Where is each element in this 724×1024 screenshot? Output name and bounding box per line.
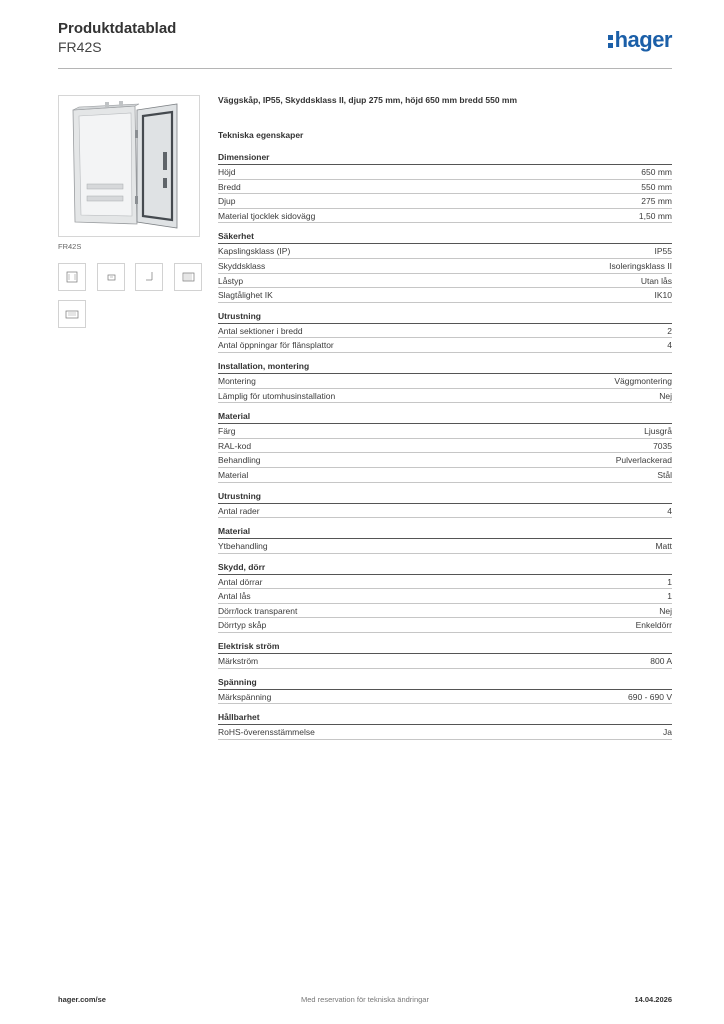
spec-value: 1,50 mm [638,210,672,221]
spec-label: Slagtålighet IK [218,290,273,301]
spec-section [218,310,672,353]
spec-row [218,180,672,195]
spec-value: Enkeldörr [635,620,672,631]
product-code: FR42S [58,39,102,55]
spec-label: Höjd [218,167,236,177]
spec-row [218,274,672,289]
product-description: Väggskåp, IP55, Skyddsklass II, djup 275 mm, höjd 650 mm bredd 550 mm [218,95,518,105]
section-title: Material [218,525,672,539]
section-title: Spänning [218,676,672,690]
spec-label: Bredd [218,181,241,192]
page-header [58,20,672,70]
cabinet-detail-drawing-icon [59,301,85,327]
spec-row [218,259,672,274]
logo-colon-icon [608,33,613,47]
spec-row [218,539,672,554]
spec-row [218,618,672,633]
spec-value: Ljusgrå [644,426,672,437]
spec-label: Låstyp [218,275,244,286]
cabinet-side-drawing-icon [98,264,124,290]
spec-label: Djup [218,196,236,207]
section-title: Säkerhet [218,230,672,244]
spec-row [218,504,672,519]
logo-text: hager [614,27,672,52]
spec-section [218,490,672,519]
spec-label: Skyddsklass [218,260,266,271]
specifications-heading: Tekniska egenskaper [218,130,304,140]
cabinet-rear-drawing-icon [175,264,201,290]
spec-value: Stål [657,469,672,480]
spec-label: Kapslingsklass (IP) [218,246,291,257]
spec-value: IK10 [654,290,672,301]
spec-section [218,360,672,403]
spec-row [218,589,672,604]
spec-label: RAL-kod [218,440,252,451]
section-title: Utrustning [218,310,672,324]
spec-row [218,468,672,483]
section-title: Utrustning [218,490,672,504]
spec-sections [218,151,672,740]
spec-label: Antal lås [218,591,251,602]
spec-row [218,690,672,705]
spec-section [218,640,672,669]
spec-value: Väggmontering [614,375,672,386]
spec-label: RoHS-överensstämmelse [218,727,315,738]
spec-value: Ja [663,727,672,738]
spec-value: 4 [667,505,672,516]
spec-label: Ytbehandling [218,541,268,552]
spec-value: 4 [667,340,672,351]
spec-label: Antal rader [218,505,260,516]
spec-label: Material [218,469,249,480]
cabinet-front-drawing-icon [59,264,85,290]
thumbnail-1[interactable] [58,263,86,291]
spec-row [218,453,672,468]
section-title: Skydd, dörr [218,561,672,575]
spec-label: Material tjocklek sidovägg [218,210,316,221]
spec-row [218,288,672,303]
thumbnail-4[interactable] [174,263,202,291]
spec-value: 550 mm [641,181,672,192]
spec-label: Behandling [218,455,261,466]
spec-value: 690 - 690 V [628,691,672,702]
section-title: Hållbarhet [218,711,672,725]
spec-value: 650 mm [641,167,672,177]
spec-label: Antal sektioner i bredd [218,325,303,336]
spec-value: 1 [667,591,672,602]
spec-label: Märkspänning [218,691,272,702]
footer-website[interactable]: hager.com/se [58,995,106,1004]
spec-value: IP55 [654,246,672,257]
technical-specifications [218,93,672,747]
spec-row [218,725,672,740]
spec-section [218,525,672,554]
spec-row [218,374,672,389]
spec-value: Pulverlackerad [615,455,672,466]
spec-row [218,324,672,339]
spec-label: Antal öppningar för flänsplattor [218,340,334,351]
spec-value: 1 [667,576,672,587]
spec-row [218,439,672,454]
wall-cabinet-illustration [59,96,199,236]
spec-value: Nej [659,605,672,616]
header-divider [58,68,672,69]
document-title: Produktdatablad [58,20,177,37]
section-title: Material [218,410,672,424]
spec-value: Nej [659,390,672,401]
spec-section [218,711,672,740]
thumbnail-2[interactable] [97,263,125,291]
spec-label: Märkström [218,656,259,667]
spec-value: 800 A [650,656,672,667]
spec-row [218,575,672,590]
spec-row [218,389,672,404]
spec-value: Utan lås [640,275,672,286]
spec-value: 2 [667,325,672,336]
spec-label: Lämplig för utomhusinstallation [218,390,336,401]
spec-section [218,151,672,223]
spec-value: 275 mm [641,196,672,207]
spec-row [218,165,672,180]
footer-notice: Med reservation för tekniska ändringar [301,995,429,1004]
spec-row [218,194,672,209]
cabinet-top-drawing-icon [136,264,162,290]
spec-label: Montering [218,375,256,386]
spec-row [218,604,672,619]
product-image[interactable] [58,95,200,237]
section-title: Elektrisk ström [218,640,672,654]
spec-value: Isoleringsklass II [609,260,672,271]
page-footer [58,995,672,1011]
spec-row [218,338,672,353]
spec-row [218,424,672,439]
image-caption: FR42S [58,242,82,251]
footer-date: 14.04.2026 [634,995,672,1004]
spec-row [218,654,672,669]
spec-section [218,230,672,302]
spec-row [218,209,672,224]
spec-section [218,561,672,633]
spec-label: Dörr/lock transparent [218,605,298,616]
spec-value: 7035 [653,440,672,451]
spec-section [218,676,672,705]
thumbnail-3[interactable] [135,263,163,291]
spec-label: Dörrtyp skåp [218,620,267,631]
section-title: Dimensioner [218,151,672,165]
spec-label: Färg [218,426,236,437]
thumbnail-5[interactable] [58,300,86,328]
spec-label: Antal dörrar [218,576,263,587]
hager-logo[interactable] [608,27,672,53]
section-title: Installation, montering [218,360,672,374]
spec-section [218,410,672,482]
spec-row [218,244,672,259]
spec-value: Matt [655,541,672,552]
